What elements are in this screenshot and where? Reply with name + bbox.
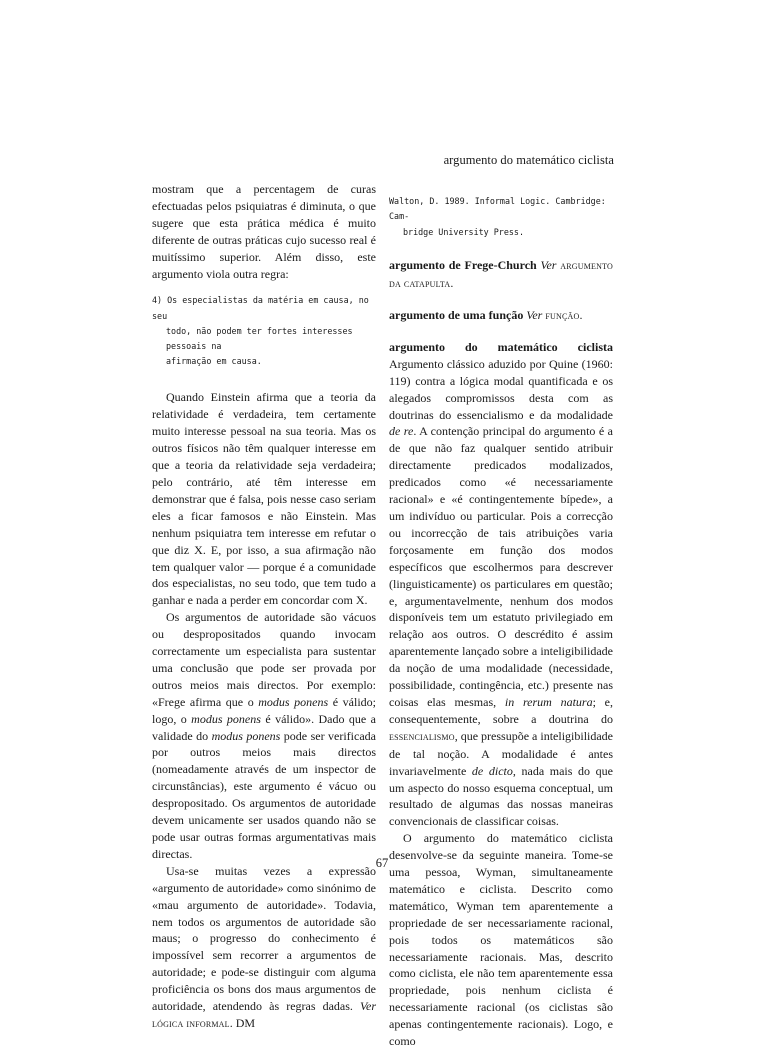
quote-line: afirmação em causa. <box>166 356 262 367</box>
page-number-text: 67 <box>375 856 389 870</box>
italic-term: modus ponens <box>211 728 281 743</box>
bibliography-entry <box>389 194 613 240</box>
paragraph <box>152 863 376 1033</box>
text-run: Argumento clássico aduzido por Quine (1960: 119) contra a lógica modal quantificada e os alegados compromissos desta com as doutrinas do essencialismo e da modalidade <box>389 356 613 422</box>
entry-headword: argumento de uma função <box>389 308 524 323</box>
italic-term: de re <box>389 424 414 439</box>
text-run: Os argumentos de autoridade são vácuos ou despropositados quando invocam correctamente um especialista para sustentar uma conclusão que pode ser provada por outros meios mais directos. Por exemplo: «Frege afirma que o <box>152 610 376 709</box>
cross-reference: função <box>545 310 580 323</box>
text-run: ; e, consequentemente, sobre a doutrina do <box>389 694 613 726</box>
ref-line: Walton, D. 1989. Informal Logic. Cambridge: Cam- <box>389 196 606 222</box>
see-also-marker: Ver <box>540 258 557 273</box>
paragraph: O argumento do matemático ciclista desenvolve-se da seguinte maneira. Tome-se uma pessoa, Wyman, simultaneamente matemático e ciclista. Descrito como matemático, Wyman tem aparentemente a propriedade de ser necessariamente racional, pois todos os matemáticos são necessariamente racionais. Mas, descrito como ciclista, ele não tem aparentemente essa propriedade, pois nenhum ciclista é necessariamente racional (os ciclistas são apenas contingentemente racionais). Logo, e como <box>389 831 613 1049</box>
italic-term: modus ponens <box>191 711 261 726</box>
text-run: Usa-se muitas vezes a expressão «argumento de autoridade» como sinónimo de «mau argumento de autoridade». Todavia, nem todos os argumentos de autoridade são maus; o progresso do conhecimento é impossível sem recorrer a argumentos de autoridade; e pode-se distinguir com alguma proficiência os bons dos maus argumentos de autoridade, atendendo às regras dadas. <box>152 863 376 1014</box>
running-head: argumento do matemático ciclista <box>443 153 614 167</box>
text-run: . <box>450 276 454 291</box>
paragraph: mostram que a percentagem de curas efectuadas pelos psiquiatras é diminuta, o que sugere que esta prática médica é muito diferente de outras práticas cujo sucesso real é muitíssimo superior. Além disso, este argumento viola outra regra: <box>152 182 376 281</box>
block-quote <box>152 293 376 369</box>
entry-headword: argumento do matemático ciclista <box>389 339 613 354</box>
italic-term: modus ponens <box>258 694 329 709</box>
entry-headword: argumento de Frege-Church <box>389 258 537 273</box>
cross-reference: argumento da catapulta <box>389 260 614 291</box>
text-run: , nada mais do que um aspecto do nosso esquema conceptual, um resultado de algumas das nossas maneiras convencionais de classificar coisas. <box>389 763 613 829</box>
text-run: . <box>579 308 583 323</box>
page-number <box>0 856 768 871</box>
cross-reference: lógica informal <box>152 1017 230 1030</box>
see-also-marker: Ver <box>526 308 543 323</box>
dictionary-entry <box>389 339 613 830</box>
text-run: pode ser verificada por outros meios mais directos (nomeadamente através de um inspector de circunstâncias), este argumento é vácuo ou despropositado. Os argumentos de autoridade devem unicamente ser usados quando não se pode usar outras formas argumentativas mais directas. <box>152 728 376 861</box>
see-also-marker: Ver <box>360 999 376 1014</box>
paragraph <box>152 609 376 863</box>
italic-term: de dicto <box>471 763 513 778</box>
dictionary-entry <box>389 257 613 293</box>
right-column <box>389 181 613 1050</box>
quote-line: 4) Os especialistas da matéria em causa, no seu <box>152 295 369 321</box>
cross-reference: essencialismo <box>389 730 455 743</box>
text-run: é válido». Dado que a validade do <box>152 711 376 743</box>
text-run: , que pressupõe a inteligibilidade de tal noção. A modalidade é antes invariavelmente <box>389 728 614 778</box>
italic-term: in rerum natura <box>504 694 593 709</box>
quote-line: todo, não podem ter fortes interesses pessoais na <box>166 325 353 352</box>
text-run: . DM <box>229 1015 256 1030</box>
text-run: . A contenção principal do argumento é a de que não faz qualquer sentido atribuir directamente predicados modalizados, predicados como «é necessariamente racional» e «é contingentemente bípede», a um indivíduo ou particular. Pois a correcção ou incorrecção de tais atribuições varia forçosamente em função dos modos específicos que escolhermos para descrever (linguisticamente) os particulares em questão; e, argumentavelmente, nenhum dos modos disponíveis tem um estatuto privilegiado em relação aos outros. O descrédito é assim aparentemente lançado sobre a inteligibilidade da noção de uma modalidade (necessidade, possibilidade, contingência, etc.) presente nas coisas elas mesmas, <box>389 424 613 709</box>
text-run: é válido; logo, o <box>152 694 376 726</box>
dictionary-entry <box>389 307 613 325</box>
paragraph: Quando Einstein afirma que a teoria da relatividade é verdadeira, tem certamente muito interesse pessoal na sua teoria. Mas os outros físicos não têm qualquer interesse em que a teoria da relatividade seja verdadeira; pelo contrário, até têm interesse em demonstrar que é falsa, pois nesse caso seriam eles a ficar famosos e não Einstein. Mas nenhum psiquiatra tem interesse em refutar o que diz X. E, por isso, a sua afirmação não tem qualquer valor — porque é a comunidade dos especialistas, no seu todo, que tem tudo a ganhar e nada a perder em concordar com X. <box>152 390 376 608</box>
left-column <box>152 181 376 1033</box>
ref-line: bridge University Press. <box>403 226 525 237</box>
